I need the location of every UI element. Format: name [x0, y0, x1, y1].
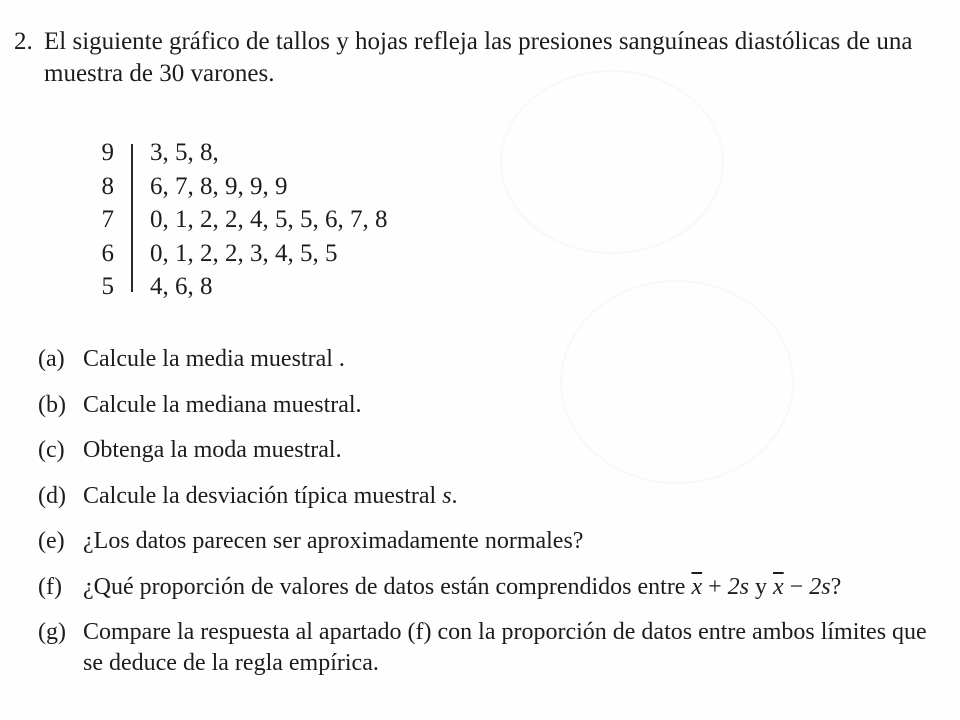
- stem-value: 7: [101, 206, 114, 233]
- leaf-values: 6, 7, 8, 9, 9, 9: [150, 172, 288, 200]
- problem-text: El siguiente gráfico de tallos y hojas refleja las presiones sanguíneas diastólicas de una muestra de 30 varones.: [44, 28, 913, 87]
- question-f: [38, 572, 938, 603]
- question-text: Calcule la mediana muestral.: [83, 391, 362, 418]
- minus-operator: −: [789, 573, 804, 600]
- question-text: [83, 572, 938, 603]
- stem-value: 8: [101, 172, 114, 200]
- stem-value: 5: [101, 273, 114, 300]
- question-text: [83, 481, 938, 512]
- scan-bleed-mark: [500, 70, 724, 254]
- question-label: (f): [38, 573, 62, 600]
- problem-number: 2.: [14, 28, 33, 55]
- stem-leaf-divider: [131, 144, 133, 292]
- leaf-values: 0, 1, 2, 2, 3, 4, 5, 5: [150, 239, 338, 267]
- question-text: Obtenga la moda muestral.: [83, 437, 342, 463]
- plus-operator: +: [708, 573, 722, 600]
- question-label: (a): [38, 346, 65, 372]
- leaf-values: 3, 5, 8,: [150, 139, 219, 166]
- question-mark: ?: [830, 573, 842, 600]
- stem-value: 6: [101, 239, 114, 267]
- question-label: (b): [38, 391, 66, 418]
- term: 2s: [727, 573, 750, 600]
- question-label: (d): [38, 482, 66, 509]
- question-d: [38, 481, 938, 512]
- question-g: [38, 617, 938, 679]
- term: 2s: [809, 573, 831, 600]
- question-text-part: ¿Qué proporción de valores de datos están comprendidos entre: [83, 573, 692, 600]
- question-text: ¿Los datos parecen ser aproximadamente normales?: [83, 528, 584, 554]
- mean-symbol: $\overline{x}$: [773, 573, 784, 600]
- leaf-values: 4, 6, 8: [150, 273, 213, 300]
- question-label: (g): [38, 619, 66, 645]
- question-c: [38, 435, 938, 466]
- std-dev-symbol: s: [442, 482, 452, 509]
- question-text-part: Calcule la desviación típica muestral: [83, 482, 443, 509]
- leaf-values: 0, 1, 2, 2, 4, 5, 5, 6, 7, 8: [150, 206, 388, 233]
- question-b: [38, 390, 938, 421]
- question-list: [38, 344, 938, 694]
- question-label: (e): [38, 528, 65, 554]
- question-e: [38, 526, 938, 557]
- question-text: Compare la respuesta al apartado (f) con la proporción de datos entre ambos límites que se deduce de la regla empírica.: [83, 619, 927, 676]
- problem-statement: [14, 26, 944, 90]
- question-text: Calcule la media muestral .: [83, 346, 345, 372]
- mean-symbol: $\overline{x}$: [691, 573, 703, 600]
- stem-value: 9: [101, 139, 114, 166]
- question-label: (c): [38, 437, 65, 463]
- question-text-part: .: [451, 482, 458, 509]
- question-a: [38, 344, 938, 375]
- conjunction: y: [755, 573, 768, 600]
